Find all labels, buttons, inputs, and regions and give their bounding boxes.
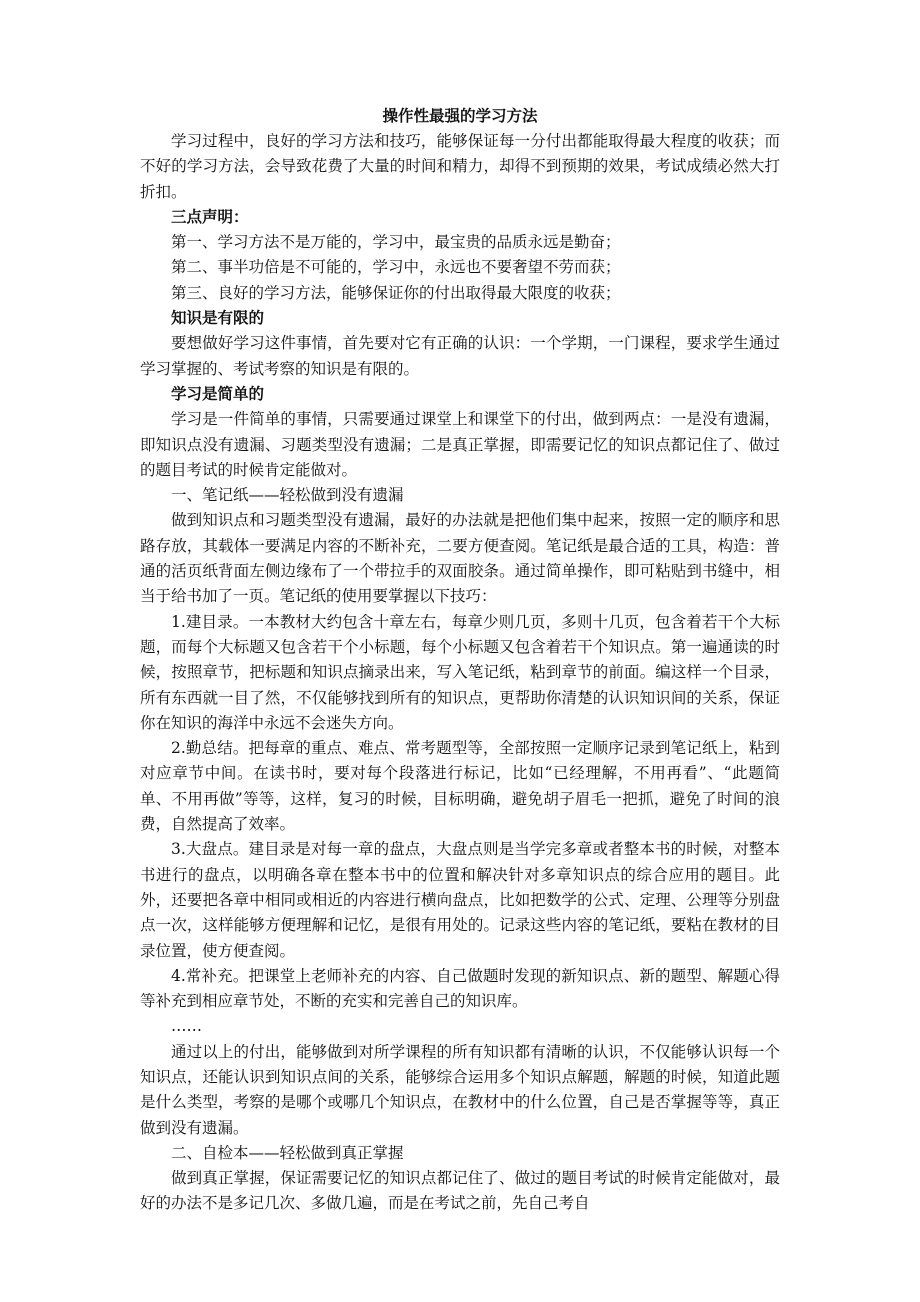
section-heading-declarations: 三点声明： — [171, 207, 249, 226]
tip-big-inventory: 3.大盘点。建目录是对每一章的盘点，大盘点则是当学完多章或者整本书的时候，对整本书进行的盘点，以明确各章在整本书中的位置和解决针对多章知识点的综合应用的题目。此外，还要把各章中相同或相近的内容进行横向盘点，比如把数学的公式、定理、公理等分别盘点一次，这样能够方便理解和记忆，是很有用处的。记录这些内容的笔记纸，要粘在教材的目录位置，使方便查阅。 — [140, 840, 780, 960]
notes-conclusion-paragraph: 通过以上的付出，能够做到对所学课程的所有知识都有清晰的认识，不仅能够认识每一个知识点，还能认识到知识点间的关系，能够综合运用多个知识点解题，解题的时候，知道此题是什么类型，考察的是哪个或哪几个知识点，在教材中的什么位置，自己是否掌握等等，真正做到没有遗漏。 — [140, 1042, 780, 1137]
declaration-item-1: 第一、学习方法不是万能的，学习中，最宝贵的品质永远是勤奋； — [171, 233, 621, 252]
document-page — [140, 104, 780, 1217]
subsection-heading-notes: 一、笔记纸——轻松做到没有遗漏 — [171, 486, 404, 505]
section-heading-learning-simple: 学习是简单的 — [171, 384, 265, 403]
self-check-paragraph: 做到真正掌握，保证需要记忆的知识点都记住了、做过的题目考试的时候肯定能做对，最好的办法不是多记几次、多做几遍，而是在考试之前，先自己考自 — [140, 1169, 780, 1213]
tip-build-catalog: 1.建目录。一本教材大约包含十章左右，每章少则几页，多则十几页，包含着若干个大标题，而每个大标题又包含若干个小标题，每个小标题又包含着若干个知识点。第一遍通读的时候，按照章节，把标题和知识点摘录出来，写入笔记纸，粘到章节的前面。编这样一个目录，所有东西就一目了然，不仅能够找到所有的知识点，更帮助你清楚的认识知识间的关系，保证你在知识的海洋中永远不会迷失方向。 — [140, 612, 780, 732]
document-title: 操作性最强的学习方法 — [382, 107, 538, 125]
learning-simple-paragraph: 学习是一件简单的事情，只需要通过课堂上和课堂下的付出，做到两点：一是没有遗漏，即知识点没有遗漏、习题类型没有遗漏；二是真正掌握，即需要记忆的知识点都记住了、做过的题目考试的时候肯定能做对。 — [140, 410, 780, 479]
knowledge-limited-paragraph: 要想做好学习这件事情，首先要对它有正确的认识：一个学期，一门课程，要求学生通过学习掌握的、考试考察的知识是有限的。 — [140, 334, 780, 378]
declaration-item-2: 第二、事半功倍是不可能的，学习中，永远也不要奢望不劳而获； — [171, 258, 621, 277]
tip-summarize: 2.勤总结。把每章的重点、难点、常考题型等，全部按照一定顺序记录到笔记纸上，粘到对应章节中间。在读书时，要对每个段落进行标记，比如“已经理解，不用再看”、“此题简单、不用再做”等等，这样，复习的时候，目标明确，避免胡子眉毛一把抓，避免了时间的浪费，自然提高了效率。 — [140, 739, 780, 834]
section-heading-knowledge-limited: 知识是有限的 — [171, 309, 265, 328]
ellipsis: …… — [171, 1017, 202, 1036]
intro-paragraph: 学习过程中，良好的学习方法和技巧，能够保证每一分付出都能取得最大程度的收获；而不好的学习方法，会导致花费了大量的时间和精力，却得不到预期的效果，考试成绩必然大打折扣。 — [140, 132, 780, 201]
notes-intro-paragraph: 做到知识点和习题类型没有遗漏，最好的办法就是把他们集中起来，按照一定的顺序和思路存放，其载体一要满足内容的不断补充，二要方便查阅。笔记纸是最合适的工具，构造：普通的活页纸背面左侧边缘布了一个带拉手的双面胶条。通过简单操作，即可粘贴到书缝中，相当于给书加了一页。笔记纸的使用要掌握以下技巧： — [140, 511, 780, 606]
tip-supplement: 4.常补充。把课堂上老师补充的内容、自己做题时发现的新知识点、新的题型、解题心得等补充到相应章节处，不断的充实和完善自己的知识库。 — [140, 966, 780, 1011]
subsection-heading-self-check: 二、自检本——轻松做到真正掌握 — [171, 1143, 404, 1162]
declaration-item-3: 第三、良好的学习方法，能够保证你的付出取得最大限度的收获； — [171, 283, 621, 302]
